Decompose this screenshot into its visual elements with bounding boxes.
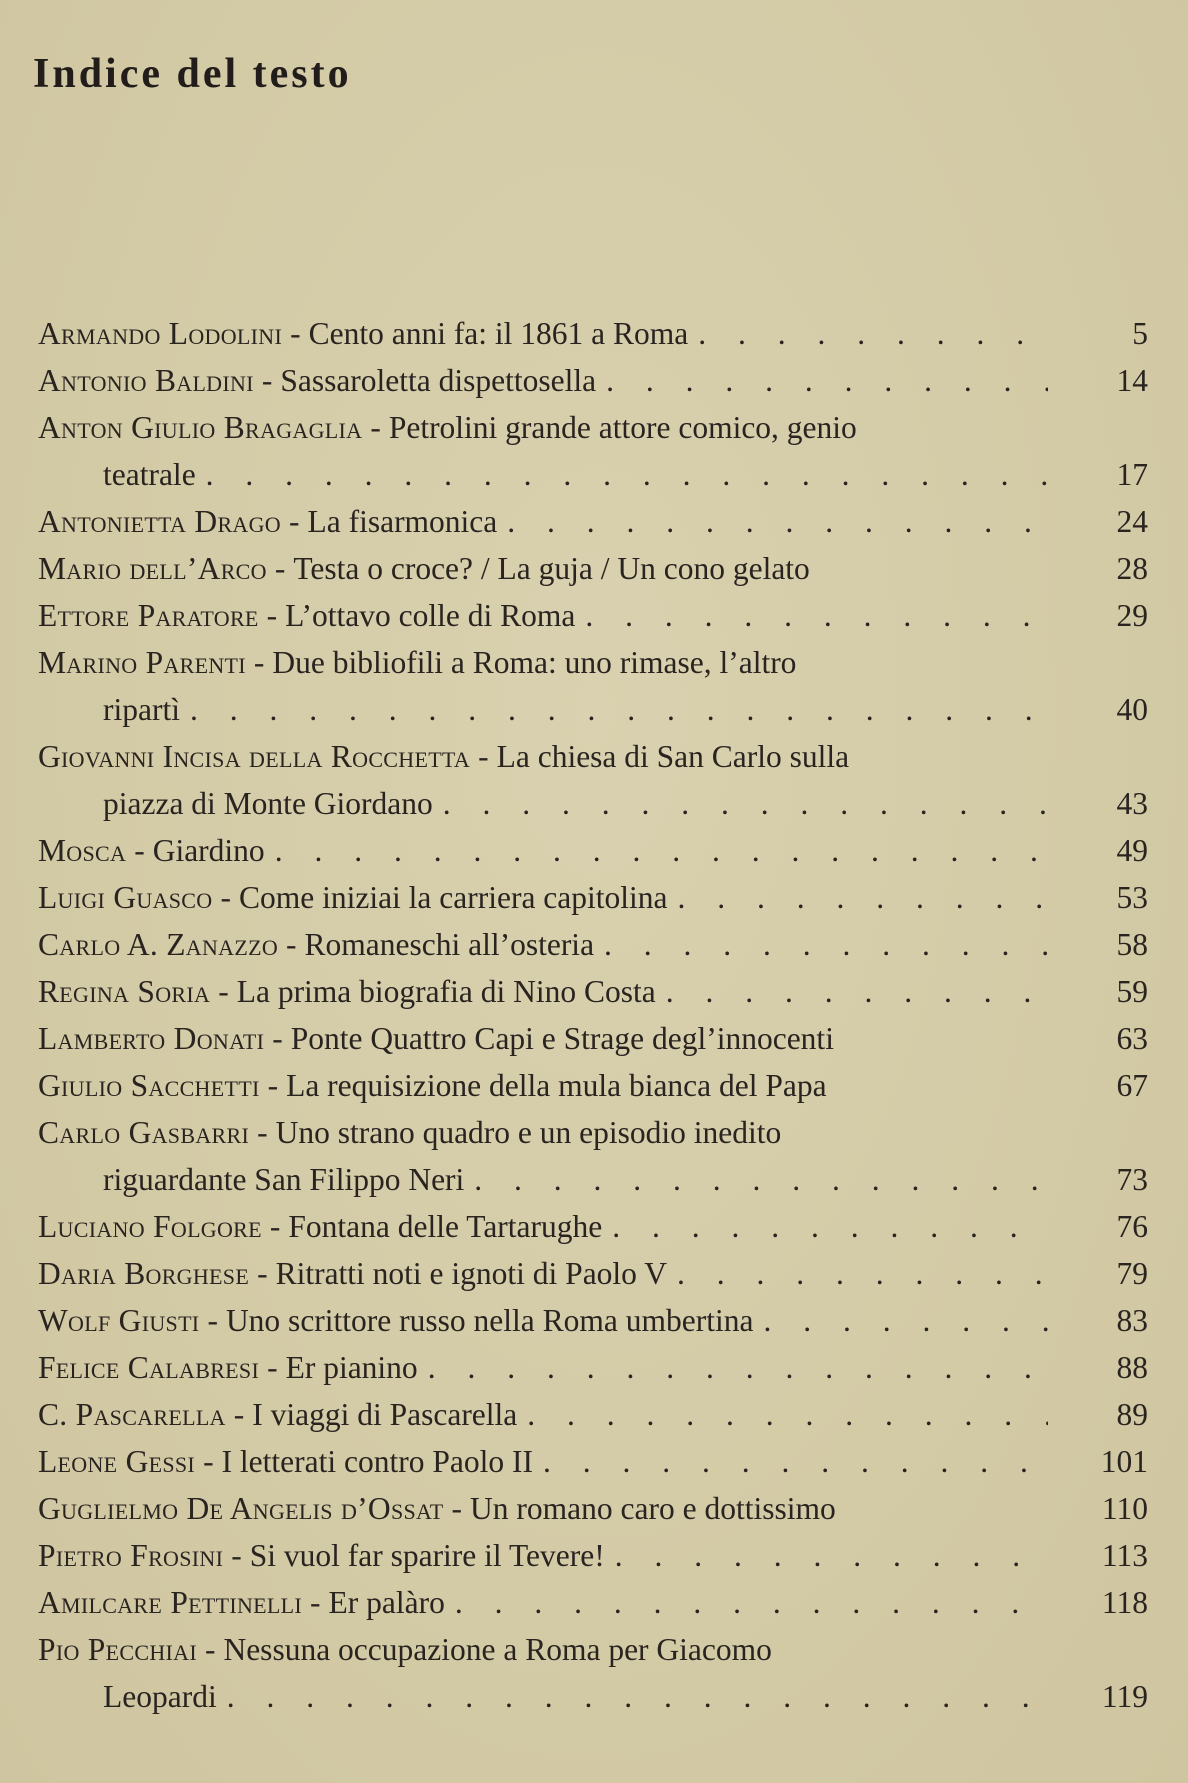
toc-author: Antonietta Drago bbox=[38, 504, 281, 539]
toc-entry bbox=[38, 1485, 1148, 1532]
toc-author: Pio Pecchiai bbox=[38, 1632, 197, 1667]
toc-author: Ettore Paratore bbox=[38, 598, 259, 633]
toc-entry bbox=[38, 1203, 1148, 1250]
toc-entry-line bbox=[38, 921, 1048, 968]
toc-title: Sassaroletta dispettosella bbox=[280, 363, 597, 398]
toc-title: Due bibliofili a Roma: uno rimase, l’altro bbox=[272, 645, 797, 680]
toc-page-number: 76 bbox=[1116, 1209, 1148, 1244]
toc-title: Er pianino bbox=[285, 1350, 418, 1385]
toc-separator: - bbox=[233, 1397, 245, 1432]
dot-leader bbox=[678, 874, 1048, 921]
toc-author: Wolf Giusti bbox=[38, 1303, 200, 1338]
toc-author: Antonio Baldini bbox=[38, 363, 254, 398]
dot-leader bbox=[474, 1156, 1048, 1203]
toc-author: Armando Lodolini bbox=[38, 316, 283, 351]
toc-title: La requisizione della mula bianca del Papa bbox=[286, 1068, 827, 1103]
toc-page-number: 43 bbox=[1116, 786, 1148, 821]
toc-entry-line bbox=[38, 1391, 1048, 1438]
toc-page-number: 67 bbox=[1116, 1068, 1148, 1103]
toc-entry bbox=[38, 968, 1148, 1015]
toc-author: Giulio Sacchetti bbox=[38, 1068, 260, 1103]
toc-entry-line bbox=[38, 1203, 1048, 1250]
toc-entry-line bbox=[38, 498, 1048, 545]
toc-title: I viaggi di Pascarella bbox=[252, 1397, 518, 1432]
toc-separator: - bbox=[257, 1256, 268, 1291]
toc-entry-line bbox=[38, 357, 1048, 404]
toc-entry-line bbox=[38, 968, 1048, 1015]
toc-page-number: 110 bbox=[1101, 1491, 1148, 1526]
toc-page-number: 40 bbox=[1116, 692, 1148, 727]
toc-title-continued: riguardante San Filippo Neri bbox=[103, 1162, 465, 1197]
toc-entry-line bbox=[38, 827, 1048, 874]
toc-title: Uno strano quadro e un episodio inedito bbox=[275, 1115, 782, 1150]
toc-page-number: 79 bbox=[1116, 1256, 1148, 1291]
toc-entry bbox=[38, 1015, 1148, 1062]
toc-entry-line bbox=[38, 1062, 1048, 1109]
toc-title: Si vuol far sparire il Tevere! bbox=[249, 1538, 605, 1573]
toc-page-number: 53 bbox=[1116, 880, 1148, 915]
toc-page-number: 5 bbox=[1132, 316, 1148, 351]
toc-title: Nessuna occupazione a Roma per Giacomo bbox=[223, 1632, 772, 1667]
toc-title: La fisarmonica bbox=[307, 504, 498, 539]
toc-separator: - bbox=[288, 504, 300, 539]
toc-separator: - bbox=[204, 1632, 216, 1667]
toc-entry bbox=[38, 921, 1148, 968]
toc-separator: - bbox=[451, 1491, 463, 1526]
toc-author: Felice Calabresi bbox=[38, 1350, 260, 1385]
toc-page-number: 59 bbox=[1116, 974, 1148, 1009]
toc-author: Amilcare Pettinelli bbox=[38, 1585, 303, 1620]
toc-author: Carlo Gasbarri bbox=[38, 1115, 250, 1150]
toc-title-continued: teatrale bbox=[103, 457, 196, 492]
toc-page-number: 118 bbox=[1101, 1585, 1148, 1620]
toc-title: Testa o croce? / La guja / Un cono gelato bbox=[293, 551, 810, 586]
toc-separator: - bbox=[207, 1303, 218, 1338]
toc-entry bbox=[38, 1297, 1148, 1344]
toc-entry bbox=[38, 1532, 1148, 1579]
toc-separator: - bbox=[220, 880, 231, 915]
toc-entry bbox=[38, 357, 1148, 404]
toc-page-number: 49 bbox=[1116, 833, 1148, 868]
toc-page-number: 119 bbox=[1101, 1679, 1148, 1714]
toc-entry bbox=[38, 1250, 1148, 1297]
toc-author: Lamberto Donati bbox=[38, 1021, 265, 1056]
dot-leader bbox=[190, 686, 1048, 733]
toc-author: Anton Giulio Bragaglia bbox=[38, 410, 363, 445]
toc-entry-line bbox=[38, 1109, 1048, 1156]
toc-separator: - bbox=[290, 316, 301, 351]
toc-page-number: 88 bbox=[1116, 1350, 1148, 1385]
toc-entry-line bbox=[38, 1015, 1048, 1062]
toc-page-number: 17 bbox=[1116, 457, 1148, 492]
toc-entry-line bbox=[38, 874, 1048, 921]
dot-leader bbox=[606, 357, 1048, 404]
toc-separator: - bbox=[272, 1021, 283, 1056]
dot-leader bbox=[275, 827, 1048, 874]
toc-page-number: 101 bbox=[1100, 1444, 1148, 1479]
toc-title: L’ottavo colle di Roma bbox=[285, 598, 576, 633]
toc-title: Cento anni fa: il 1861 a Roma bbox=[308, 316, 689, 351]
dot-leader bbox=[615, 1532, 1048, 1579]
toc-title: Un romano caro e dottissimo bbox=[470, 1491, 836, 1526]
toc-title: La prima biografia di Nino Costa bbox=[236, 974, 656, 1009]
toc-separator: - bbox=[267, 1350, 278, 1385]
toc-author: Marino Parenti bbox=[38, 645, 246, 680]
toc-separator: - bbox=[203, 1444, 214, 1479]
toc-author: Carlo A. Zanazzo bbox=[38, 927, 279, 962]
toc-separator: - bbox=[218, 974, 229, 1009]
toc-title-continued: Leopardi bbox=[103, 1679, 217, 1714]
toc-author: Mario dell’Arco bbox=[38, 551, 267, 586]
dot-leader bbox=[543, 1438, 1048, 1485]
toc-separator: - bbox=[267, 1068, 279, 1103]
toc-separator: - bbox=[266, 598, 278, 633]
toc-separator: - bbox=[274, 551, 286, 586]
toc-author: Leone Gessi bbox=[38, 1444, 196, 1479]
toc-author: Luigi Guasco bbox=[38, 880, 213, 915]
toc-entry bbox=[38, 639, 1148, 733]
toc-author: Pietro Frosini bbox=[38, 1538, 224, 1573]
toc-separator: - bbox=[310, 1585, 321, 1620]
toc-entry bbox=[38, 733, 1148, 827]
toc-entry-line-continued bbox=[38, 451, 1048, 498]
dot-leader bbox=[206, 451, 1048, 498]
dot-leader bbox=[227, 1673, 1048, 1720]
toc-entry-line-continued bbox=[38, 1673, 1048, 1720]
dot-leader bbox=[585, 592, 1048, 639]
table-of-contents bbox=[38, 310, 1148, 1720]
toc-separator: - bbox=[370, 410, 381, 445]
toc-entry bbox=[38, 1109, 1148, 1203]
toc-entry-line bbox=[38, 1485, 1048, 1532]
toc-entry-line bbox=[38, 545, 1048, 592]
toc-entry-line-continued bbox=[38, 1156, 1048, 1203]
toc-separator: - bbox=[253, 645, 265, 680]
dot-leader bbox=[527, 1391, 1048, 1438]
toc-entry bbox=[38, 827, 1148, 874]
toc-entry bbox=[38, 404, 1148, 498]
toc-title: Ponte Quattro Capi e Strage degl’innocenti bbox=[290, 1021, 834, 1056]
toc-page-number: 28 bbox=[1116, 551, 1148, 586]
toc-page-number: 29 bbox=[1116, 598, 1148, 633]
toc-entry bbox=[38, 1626, 1148, 1720]
toc-page-number: 89 bbox=[1116, 1397, 1148, 1432]
toc-separator: - bbox=[231, 1538, 242, 1573]
dot-leader bbox=[612, 1203, 1048, 1250]
toc-author: Mosca bbox=[38, 833, 127, 868]
page-title: Indice del testo bbox=[33, 51, 352, 98]
toc-entry-line bbox=[38, 1250, 1048, 1297]
toc-entry bbox=[38, 1344, 1148, 1391]
toc-title: La chiesa di San Carlo sulla bbox=[496, 739, 850, 774]
toc-entry bbox=[38, 1391, 1148, 1438]
toc-entry-line bbox=[38, 639, 1048, 686]
toc-entry-line-continued bbox=[38, 780, 1048, 827]
toc-author: Daria Borghese bbox=[38, 1256, 250, 1291]
dot-leader bbox=[666, 968, 1048, 1015]
toc-entry-line bbox=[38, 1532, 1048, 1579]
toc-title: Uno scrittore russo nella Roma umbertina bbox=[225, 1303, 754, 1338]
toc-page-number: 83 bbox=[1116, 1303, 1148, 1338]
toc-title: I letterati contro Paolo II bbox=[221, 1444, 533, 1479]
toc-separator: - bbox=[478, 739, 489, 774]
toc-title: Giardino bbox=[152, 833, 265, 868]
toc-page-number: 63 bbox=[1116, 1021, 1148, 1056]
toc-page-number: 24 bbox=[1116, 504, 1148, 539]
toc-entry bbox=[38, 1438, 1148, 1485]
toc-entry bbox=[38, 545, 1148, 592]
toc-title-continued: piazza di Monte Giordano bbox=[103, 786, 433, 821]
toc-entry-line bbox=[38, 310, 1048, 357]
toc-author: C. Pascarella bbox=[38, 1397, 226, 1432]
toc-entry-line bbox=[38, 1297, 1048, 1344]
dot-leader bbox=[677, 1250, 1048, 1297]
dot-leader bbox=[763, 1297, 1048, 1344]
toc-separator: - bbox=[286, 927, 297, 962]
toc-entry-line bbox=[38, 1344, 1048, 1391]
toc-title: Petrolini grande attore comico, genio bbox=[388, 410, 857, 445]
dot-leader bbox=[604, 921, 1048, 968]
toc-entry bbox=[38, 874, 1148, 921]
toc-separator: - bbox=[269, 1209, 281, 1244]
dot-leader bbox=[507, 498, 1048, 545]
toc-author: Luciano Folgore bbox=[38, 1209, 262, 1244]
toc-page-number: 58 bbox=[1116, 927, 1148, 962]
toc-title: Fontana delle Tartarughe bbox=[288, 1209, 603, 1244]
toc-title-continued: ripartì bbox=[103, 692, 180, 727]
toc-author: Guglielmo De Angelis d’Ossat bbox=[38, 1491, 444, 1526]
toc-author: Regina Soria bbox=[38, 974, 211, 1009]
toc-entry-line bbox=[38, 1438, 1048, 1485]
dot-leader bbox=[698, 310, 1048, 357]
dot-leader bbox=[443, 780, 1048, 827]
toc-entry bbox=[38, 1062, 1148, 1109]
toc-entry-line bbox=[38, 592, 1048, 639]
toc-page-number: 73 bbox=[1116, 1162, 1148, 1197]
toc-title: Come iniziai la carriera capitolina bbox=[238, 880, 668, 915]
toc-entry-line bbox=[38, 1579, 1048, 1626]
toc-author: Giovanni Incisa della Rocchetta bbox=[38, 739, 471, 774]
toc-entry bbox=[38, 592, 1148, 639]
toc-entry bbox=[38, 498, 1148, 545]
dot-leader bbox=[428, 1344, 1048, 1391]
toc-entry bbox=[38, 1579, 1148, 1626]
toc-separator: - bbox=[134, 833, 145, 868]
toc-title: Ritratti noti e ignoti di Paolo V bbox=[275, 1256, 667, 1291]
toc-entry-line bbox=[38, 1626, 1048, 1673]
toc-page-number: 113 bbox=[1101, 1538, 1148, 1573]
toc-entry-line bbox=[38, 404, 1048, 451]
toc-entry bbox=[38, 310, 1148, 357]
toc-page-number: 14 bbox=[1116, 363, 1148, 398]
toc-separator: - bbox=[257, 1115, 268, 1150]
dot-leader bbox=[455, 1579, 1048, 1626]
toc-separator: - bbox=[261, 363, 273, 398]
toc-entry-line-continued bbox=[38, 686, 1048, 733]
toc-title: Romaneschi all’osteria bbox=[304, 927, 595, 962]
toc-title: Er palàro bbox=[328, 1585, 445, 1620]
toc-entry-line bbox=[38, 733, 1048, 780]
